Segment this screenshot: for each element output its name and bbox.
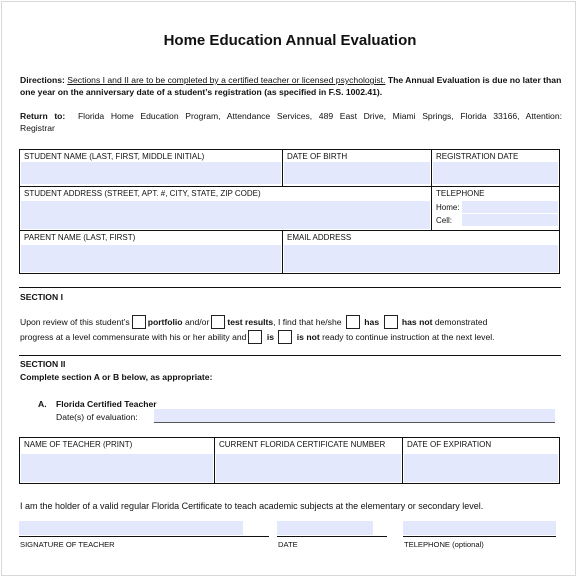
section2-top-rule [19,355,561,356]
section1-text-intro: Upon review of this student’s [20,317,130,327]
section1-text-he-she: , I find that he/she [273,317,342,327]
signature-label: SIGNATURE OF TEACHER [20,540,115,549]
telephone-cell [432,187,560,231]
teacher-name-cell [20,438,215,484]
is-not-checkbox[interactable] [278,330,292,344]
directions-underlined: Sections I and II are to be completed by a certified teacher or licensed psychologist. [67,75,386,85]
return-to-address: Florida Home Education Program, Attendance Services, 489 East Drive, Miami Springs, Florida 33166, Attention: [77,111,562,121]
email-address-cell [283,231,560,274]
section-a-title: Florida Certified Teacher [56,399,157,409]
date-rule [277,536,387,537]
section1-text-progress: progress at a level commensurate with his or her ability and [20,332,247,342]
certificate-statement: I am the holder of a valid regular Florida Certificate to teach academic subjects at the elementary or secondary level. [20,501,484,511]
certificate-number-label: CURRENT FLORIDA CERTIFICATE NUMBER [219,440,386,449]
date-of-birth-cell [283,150,432,187]
has-checkbox[interactable] [346,315,360,329]
certificate-number-field[interactable] [216,454,401,482]
demonstrated-text: demonstrated [434,317,488,327]
return-to-line1 [20,110,562,122]
test-results-checkbox[interactable] [211,315,225,329]
home-phone-field[interactable] [462,201,558,213]
has-not-label: has not [401,317,433,327]
telephone-rule [403,536,556,537]
section2-instruction: Complete section A or B below, as appropriate: [20,372,213,382]
registration-date-field[interactable] [433,162,558,184]
section1-top-rule [19,287,561,288]
teacher-name-label: NAME OF TEACHER (PRINT) [24,440,133,449]
is-label: is [266,332,274,342]
home-phone-label: Home: [436,202,460,212]
date-of-expiration-field[interactable] [404,454,558,482]
student-address-field[interactable] [21,201,430,229]
registration-date-label: REGISTRATION DATE [436,152,519,161]
student-name-cell [20,150,283,187]
date-label: DATE [278,540,298,549]
email-address-field[interactable] [284,245,558,272]
teacher-signature-field[interactable] [19,521,243,535]
directions-paragraph [20,74,562,98]
email-address-label: EMAIL ADDRESS [287,233,352,242]
is-checkbox[interactable] [248,330,262,344]
cell-phone-row [432,213,559,226]
cell-phone-label: Cell: [436,215,453,225]
has-label: has [364,317,380,327]
date-of-birth-field[interactable] [284,162,430,184]
and-or-text: and/or [184,317,210,327]
cell-phone-field[interactable] [462,214,558,226]
student-name-field[interactable] [21,162,281,184]
directions-label: Directions: [20,75,65,85]
signature-date-field[interactable] [277,521,373,535]
parent-name-label: PARENT NAME (LAST, FIRST) [24,233,136,242]
student-address-label: STUDENT ADDRESS (STREET, APT. #, CITY, STATE, ZIP CODE) [24,189,261,198]
signature-rule [19,536,269,537]
student-address-cell [20,187,432,231]
teacher-telephone-field[interactable] [403,521,556,535]
date-of-birth-label: DATE OF BIRTH [287,152,348,161]
section1-heading: SECTION I [20,292,63,302]
student-info-table [19,149,560,274]
section-a-label: A. [38,399,47,409]
section1-line2 [20,330,495,344]
has-not-checkbox[interactable] [384,315,398,329]
parent-name-cell [20,231,283,274]
evaluation-dates-field[interactable] [154,409,555,423]
home-phone-row [432,200,559,213]
evaluation-dates-label: Date(s) of evaluation: [56,412,138,422]
teacher-name-field[interactable] [21,454,213,482]
directions-due-note: The Annual Evaluation is due no later than one year on the anniversary date of a student’s registration (as specified in F.S. 1002.41). [20,75,562,97]
portfolio-checkbox[interactable] [132,315,146,329]
return-to-line2: Registrar [20,123,55,133]
teacher-info-table [19,437,560,484]
student-name-label: STUDENT NAME (LAST, FIRST, MIDDLE INITIAL) [24,152,205,161]
return-to-label: Return to: [20,111,66,121]
portfolio-label: portfolio [147,317,183,327]
date-of-expiration-label: DATE OF EXPIRATION [407,440,492,449]
section2-heading: SECTION II [20,359,66,369]
date-of-expiration-cell [403,438,560,484]
section1-text-ready: ready to continue instruction at the next level. [322,332,495,342]
registration-date-cell [432,150,560,187]
parent-name-field[interactable] [21,245,281,272]
telephone-optional-label: TELEPHONE (optional) [404,540,484,549]
telephone-label: TELEPHONE [436,189,485,198]
section1-line1 [20,315,487,329]
page-title: Home Education Annual Evaluation [163,32,417,49]
test-results-label: test results [227,317,274,327]
certificate-number-cell [215,438,403,484]
is-not-label: is not [296,332,320,342]
